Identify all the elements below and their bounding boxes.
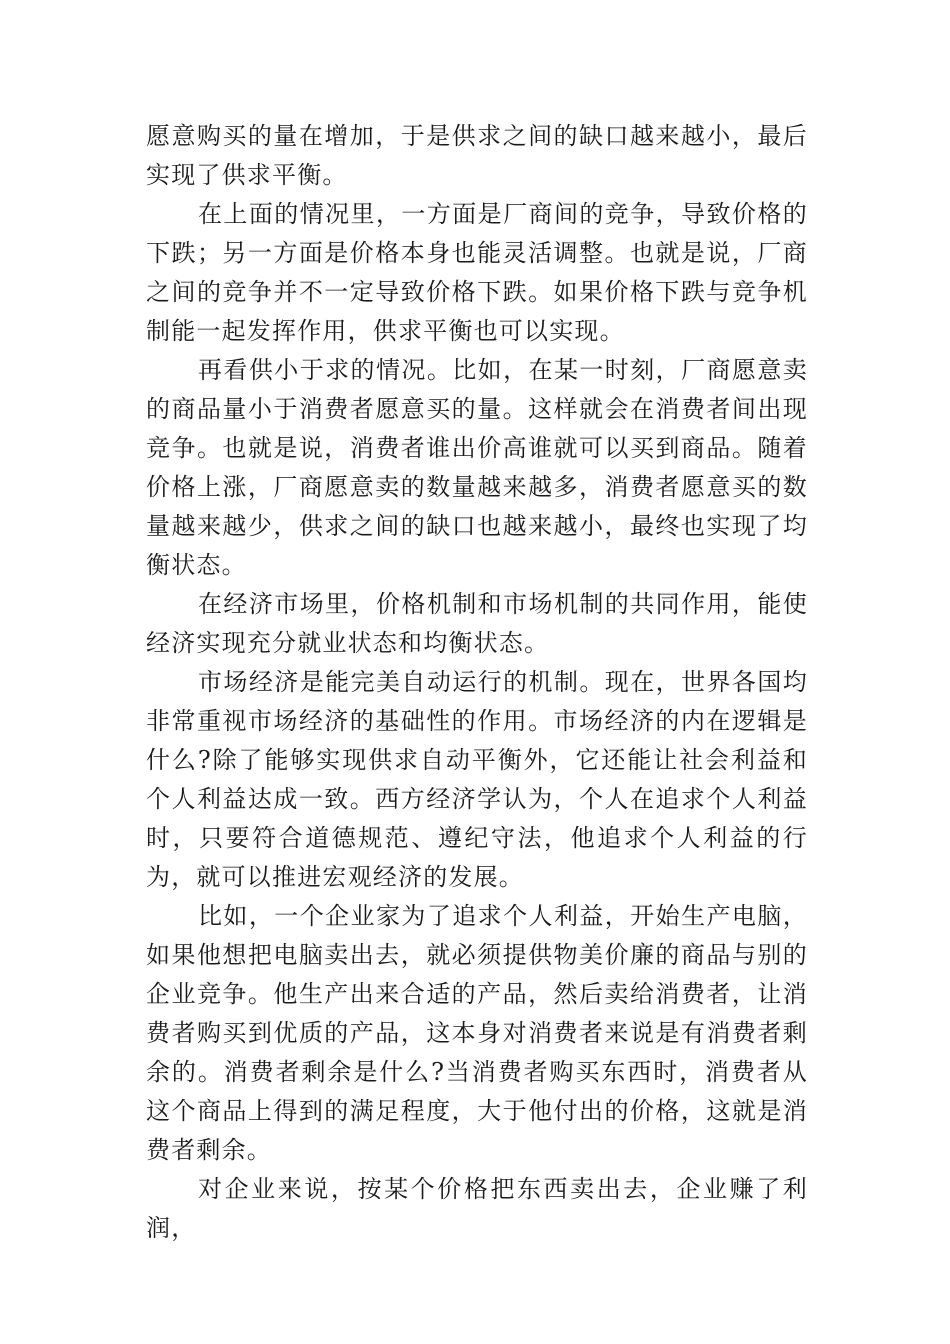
paragraph-6: 比如，一个企业家为了追求个人利益，开始生产电脑，如果他想把电脑卖出去，就必须提供物美价廉的商品与别的企业竞争。他生产出来合适的产品，然后卖给消费者，让消费者购买到优质的产品，这本身对消费者来说是有消费者剩余的。消费者剩余是什么?当消费者购买东西时，消费者从这个商品上得到的满足程度，大于他付出的价格，这就是消费者剩余。 [146, 902, 808, 1164]
paragraph-4: 在经济市场里，价格机制和市场机制的共同作用，能使经济实现充分就业状态和均衡状态。 [146, 590, 808, 657]
document-page [146, 117, 808, 1248]
paragraph-3: 再看供小于求的情况。比如，在某一时刻，厂商愿意卖的商品量小于消费者愿意买的量。这样就会在消费者间出现竞争。也就是说，消费者谁出价高谁就可以买到商品。随着价格上涨，厂商愿意卖的数量越来越多，消费者愿意买的数量越来越少，供求之间的缺口也越来越小，最终也实现了均衡状态。 [146, 356, 808, 579]
paragraph-5: 市场经济是能完美自动运行的机制。现在，世界各国均非常重视市场经济的基础性的作用。市场经济的内在逻辑是什么?除了能够实现供求自动平衡外，它还能让社会利益和个人利益达成一致。西方经济学认为，个人在追求个人利益时，只要符合道德规范、遵纪守法，他追求个人利益的行为，就可以推进宏观经济的发展。 [146, 668, 808, 891]
paragraph-2: 在上面的情况里，一方面是厂商间的竞争，导致价格的下跌；另一方面是价格本身也能灵活调整。也就是说，厂商之间的竞争并不一定导致价格下跌。如果价格下跌与竞争机制能一起发挥作用，供求平衡也可以实现。 [146, 200, 808, 345]
paragraph-1: 愿意购买的量在增加，于是供求之间的缺口越来越小，最后实现了供求平衡。 [146, 122, 808, 189]
paragraph-7: 对企业来说，按某个价格把东西卖出去，企业赚了利润， [146, 1175, 808, 1242]
